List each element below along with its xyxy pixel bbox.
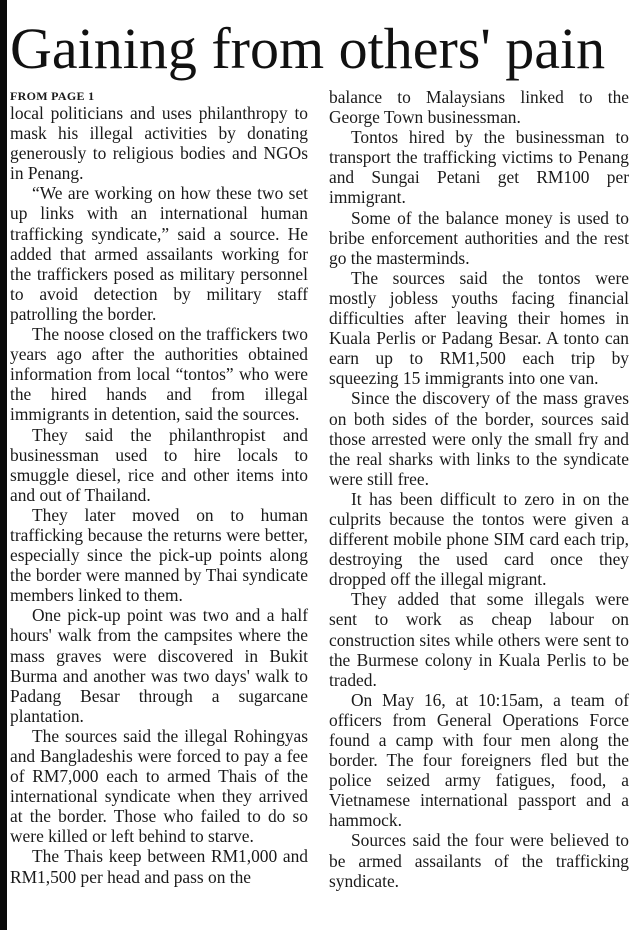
paragraph: They said the philanthropist and businessman used to hire locals to smuggle diesel, rice and other items into and out of Thailand. — [10, 424, 308, 505]
paragraph: “We are working on how these two set up links with an international human trafficking syndicate,” said a source. He added that armed assailants working for the traffickers posed as military personnel to avoid detection by military staff patrolling the border. — [10, 183, 308, 324]
paragraph: The sources said the illegal Rohingyas and Bangladeshis were forced to pay a fee of RM7,000 each to armed Thais of the international syndicate when they arrived at the border. Those who failed to do so were killed or left behind to starve. — [10, 725, 308, 847]
paragraph: They added that some illegals were sent to work as cheap labour on construction sites while others were sent to the Burmese colony in Kuala Perlis to be traded. — [329, 589, 629, 690]
headline: Gaining from others' pain — [10, 16, 606, 81]
article-column-left — [10, 103, 308, 887]
paragraph: Some of the balance money is used to bribe enforcement authorities and the rest go the masterminds. — [329, 207, 629, 268]
paragraph: Tontos hired by the businessman to transport the trafficking victims to Penang and Sungai Petani get RM100 per immigrant. — [329, 127, 629, 208]
paragraph: The sources said the tontos were mostly jobless youths facing financial difficulties after leaving their homes in Kuala Perlis or Padang Besar. A tonto can earn up to RM1,500 each trip by squeezing 15 immigrants into one van. — [329, 267, 629, 389]
paragraph: Since the discovery of the mass graves on both sides of the border, sources said those arrested were only the small fry and the real sharks with links to the syndicate were still free. — [329, 388, 629, 489]
kicker-from-page: FROM PAGE 1 — [10, 89, 95, 103]
paragraph: On May 16, at 10:15am, a team of officers from General Operations Force found a camp with four men along the border. The four foreigners fled but the police seized army fatigues, food, a Vietnamese international passport and a hammock. — [329, 689, 629, 831]
paragraph: Sources said the four were believed to be armed assailants of the trafficking syndicate. — [329, 830, 629, 891]
paragraph: They later moved on to human trafficking because the returns were better, especially since the pick-up points along the border were manned by Thai syndicate members linked to them. — [10, 504, 308, 606]
paragraph: balance to Malaysians linked to the George Town businessman. — [329, 87, 629, 128]
page-edge-bar — [0, 0, 7, 930]
article-column-right — [329, 87, 629, 891]
paragraph: The noose closed on the traffickers two years ago after the authorities obtained information from local “tontos” who were the hired hands and from illegal immigrants in detention, said the sources. — [10, 324, 308, 425]
paragraph: One pick-up point was two and a half hours' walk from the campsites where the mass graves were discovered in Bukit Burma and another was two days' walk to Padang Besar through a sugarcane plantation. — [10, 605, 308, 726]
paragraph: local politicians and uses philanthropy to mask his illegal activities by donating generously to religious bodies and NGOs in Penang. — [10, 103, 308, 184]
paragraph: It has been difficult to zero in on the culprits because the tontos were given a different mobile phone SIM card each trip, destroying the used card once they dropped off the illegal migrant. — [329, 488, 629, 590]
paragraph: The Thais keep between RM1,000 and RM1,500 per head and pass on the — [10, 846, 308, 887]
